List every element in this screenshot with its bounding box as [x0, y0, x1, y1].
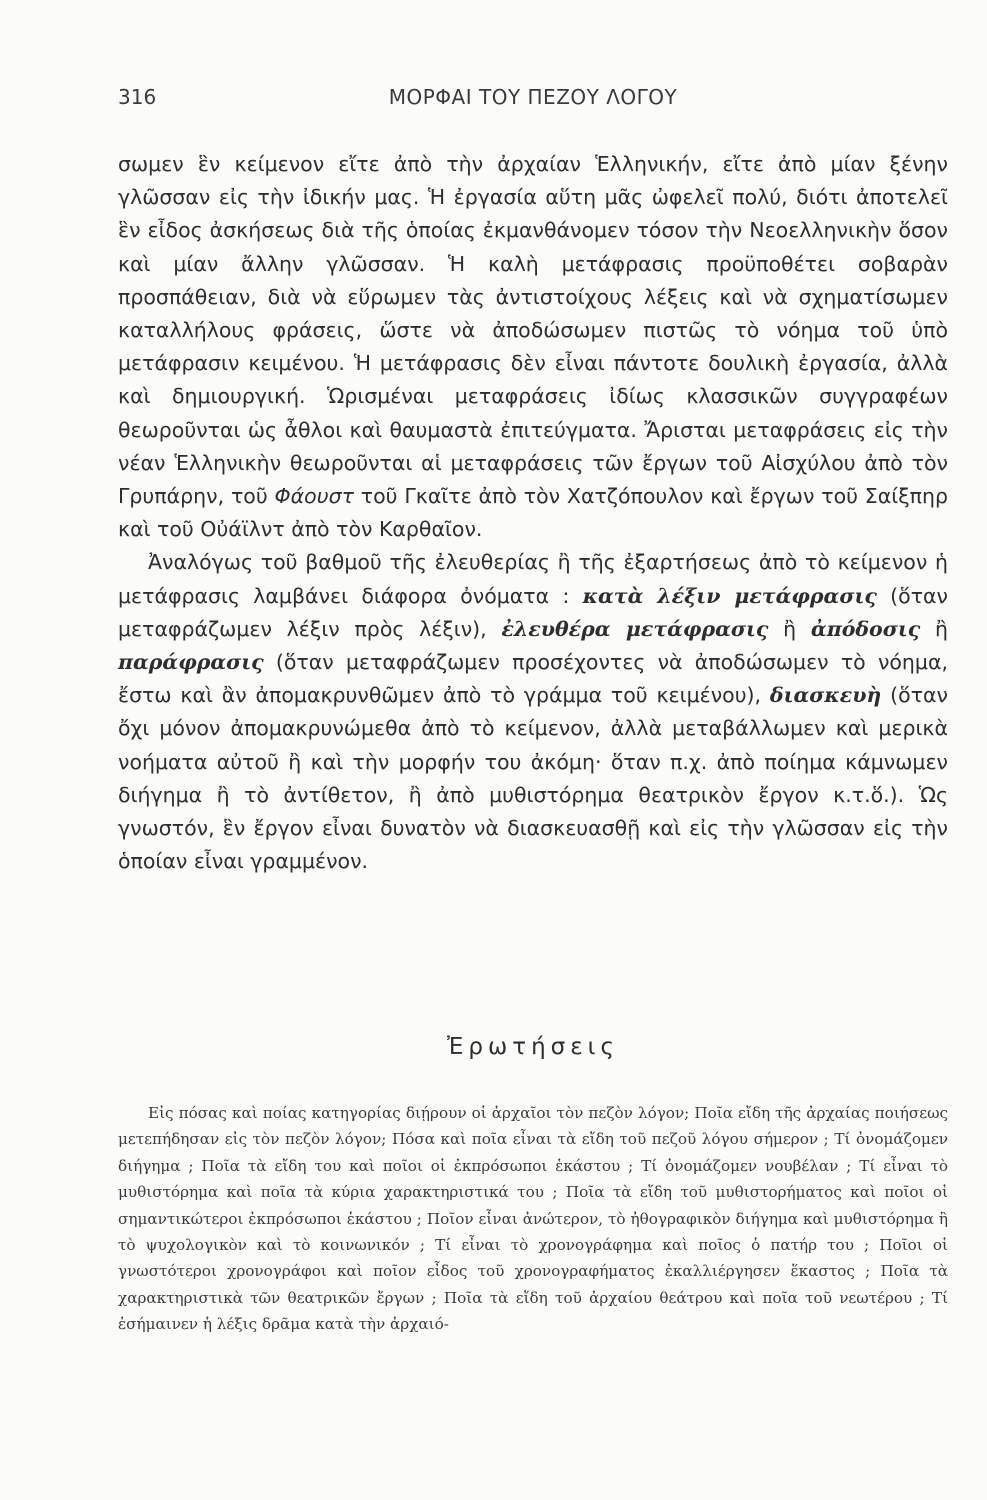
paragraph-text: (ὅταν μεταφράζωμεν λέξιν πρὸς λέξιν), — [118, 583, 949, 641]
paragraph-text: (ὅταν ὄχι μόνον ἀπομακρυνώμεθα ἀπὸ τὸ κείμενον, ἀλλὰ μεταβάλλωμεν καὶ μερικὰ νοήματα αὐτοῦ ἢ καὶ τὴν μορφήν του ἀκόμη· ὅταν π.χ. ἀπὸ ποίημα κάμνωμεν διήγημα ἢ τὸ ἀντίθετον, ἢ ἀπὸ μυθιστόρημα θεατρικὸν ἔργον κ.τ.ὅ.). Ὡς γνωστόν, ἓν ἔργον εἶναι δυνατὸν νὰ διασκευασθῇ καὶ εἰς τὴν γλῶσσαν εἰς τὴν ὁποίαν εἶναι γραμμένον. — [118, 683, 948, 874]
paragraph-text: σωμεν ἓν κείμενον εἴτε ἀπὸ τὴν ἀρχαίαν Ἑλληνικήν, εἴτε ἀπὸ μίαν ξένην γλῶσσαν εἰς τὴν ἰδικήν μας. Ἡ ἐργασία αὕτη μᾶς ὠφελεῖ πολύ, διότι ἀποτελεῖ ἓν εἶδος ἀσκήσεως διὰ τῆς ὁποίας ἐκμανθάνομεν τόσον τὴν Νεοελληνικὴν ὅσον καὶ μίαν ἄλλην γλῶσσαν. Ἡ καλὴ μετάφρασις προϋποθέτει σοβαρὰν προσπάθειαν, διὰ νὰ εὕρωμεν τὰς ἀντιστοίχους λέξεις καὶ νὰ σχηματίσωμεν καταλλήλους φράσεις, ὥστε νὰ ἀποδώσωμεν πιστῶς τὸ νόημα τοῦ ὑπὸ μετάφρασιν κειμένου. Ἡ μετάφρασις δὲν εἶναι πάντοτε δουλικὴ ἐργασία, ἀλλὰ καὶ δημιουργική. Ὡρισμέναι μεταφράσεις ἰδίως κλασσικῶν συγγραφέων θεωροῦνται ὡς ἆθλοι καὶ θαυμαστὰ ἐπιτεύγματα. Ἄρισται μεταφράσεις εἰς τὴν νέαν Ἑλληνικὴν θεωροῦνται αἱ μεταφράσεις τῶν ἔργων τοῦ Αἰσχύλου ἀπὸ τὸν Γρυπάρην, τοῦ — [118, 152, 948, 509]
paragraph-text: ἢ — [920, 616, 948, 641]
paragraph-text: τοῦ Γκαῖτε ἀπὸ τὸν Χατζόπουλον καὶ ἔργων τοῦ Σαίξπηρ καὶ τοῦ Οὐάϊλντ ἀπὸ τὸν Καρθαῖον. — [118, 484, 948, 542]
term-free-translation: ἐλευθέρα μετάφρασις — [501, 616, 769, 641]
running-title: ΜΟΡΦΑΙ ΤΟΥ ΠΕΖΟΥ ΛΟΓΟΥ — [388, 85, 678, 109]
paragraph-text: (ὅταν μεταφράζωμεν προσέχοντες νὰ ἀποδώσωμεν τὸ νόημα, ἔστω καὶ ἂν ἀπομακρυνθῶμεν ἀπὸ τὸ γράμμα τοῦ κειμένου), — [118, 650, 948, 708]
term-literal-translation: κατὰ λέξιν μετάφρασις — [582, 583, 877, 608]
body-text — [118, 148, 948, 878]
term-paraphrase: παράφρασις — [118, 650, 264, 675]
work-title-faust: Φάουστ — [274, 484, 354, 509]
questions-text: Εἰς πόσας καὶ ποίας κατηγορίας διῄρουν οἱ ἀρχαῖοι τὸν πεζὸν λόγον; Ποῖα εἴδη τῆς ἀρχαίας ποιήσεως μετεπήδησαν εἰς τὸν πεζὸν λόγον; Πόσα καὶ ποῖα εἶναι τὰ εἴδη τοῦ πεζοῦ λόγου σήμερον ; Τί ὀνομάζομεν διήγημα ; Ποῖα τὰ εἴδη του καὶ ποῖοι οἱ ἐκπρόσωποι ἑκάστου ; Τί ὀνομάζομεν νουβέλαν ; Τί εἶναι τὸ μυθιστόρημα καὶ ποῖα τὰ κύρια χαρακτηριστικά του ; Ποῖα τὰ εἴδη τοῦ μυθιστορήματος καὶ ποῖοι οἱ σημαντικώτεροι ἐκπρόσωποι ἑκάστου ; Ποῖον εἶναι ἀνώτερον, τὸ ἠθογραφικὸν διήγημα καὶ μυθιστόρημα ἢ τὸ ψυχολογικὸν καὶ τὸ κοινωνικόν ; Τί εἶναι τὸ χρονογράφημα καὶ ποῖος ὁ πατήρ του ; Ποῖοι οἱ γνωστότεροι χρονογράφοι καὶ ποῖον εἶδος τοῦ χρονογραφήματος ἐκαλλιέργησεν ἕκαστος ; Ποῖα τὰ χαρακτηριστικὰ τῶν θεατρικῶν ἔργων ; Ποῖα τὰ εἴδη τοῦ ἀρχαίου θεάτρου καὶ ποῖα τοῦ νεωτέρου ; Τί ἐσήμαινεν ἡ λέξις δρᾶμα κατὰ τὴν ἀρχαιό- — [118, 1104, 948, 1334]
term-adaptation: διασκευὴ — [769, 683, 882, 708]
paragraph-text: ἢ — [768, 616, 811, 641]
paragraph-translation-types — [118, 546, 948, 878]
term-rendering: ἀπόδοσις — [810, 616, 921, 641]
section-heading-questions: Ἐρωτήσεις — [447, 1034, 619, 1060]
paragraph-text: Ἀναλόγως τοῦ βαθμοῦ τῆς ἐλευθερίας ἢ τῆς ἐξαρτήσεως ἀπὸ τὸ κείμενον ἡ μετάφρασις λαμβάνει διάφορα ὀνόματα : — [118, 550, 948, 608]
page-number: 316 — [118, 85, 157, 109]
page-header — [118, 85, 948, 117]
paragraph-translation-intro — [118, 148, 948, 546]
